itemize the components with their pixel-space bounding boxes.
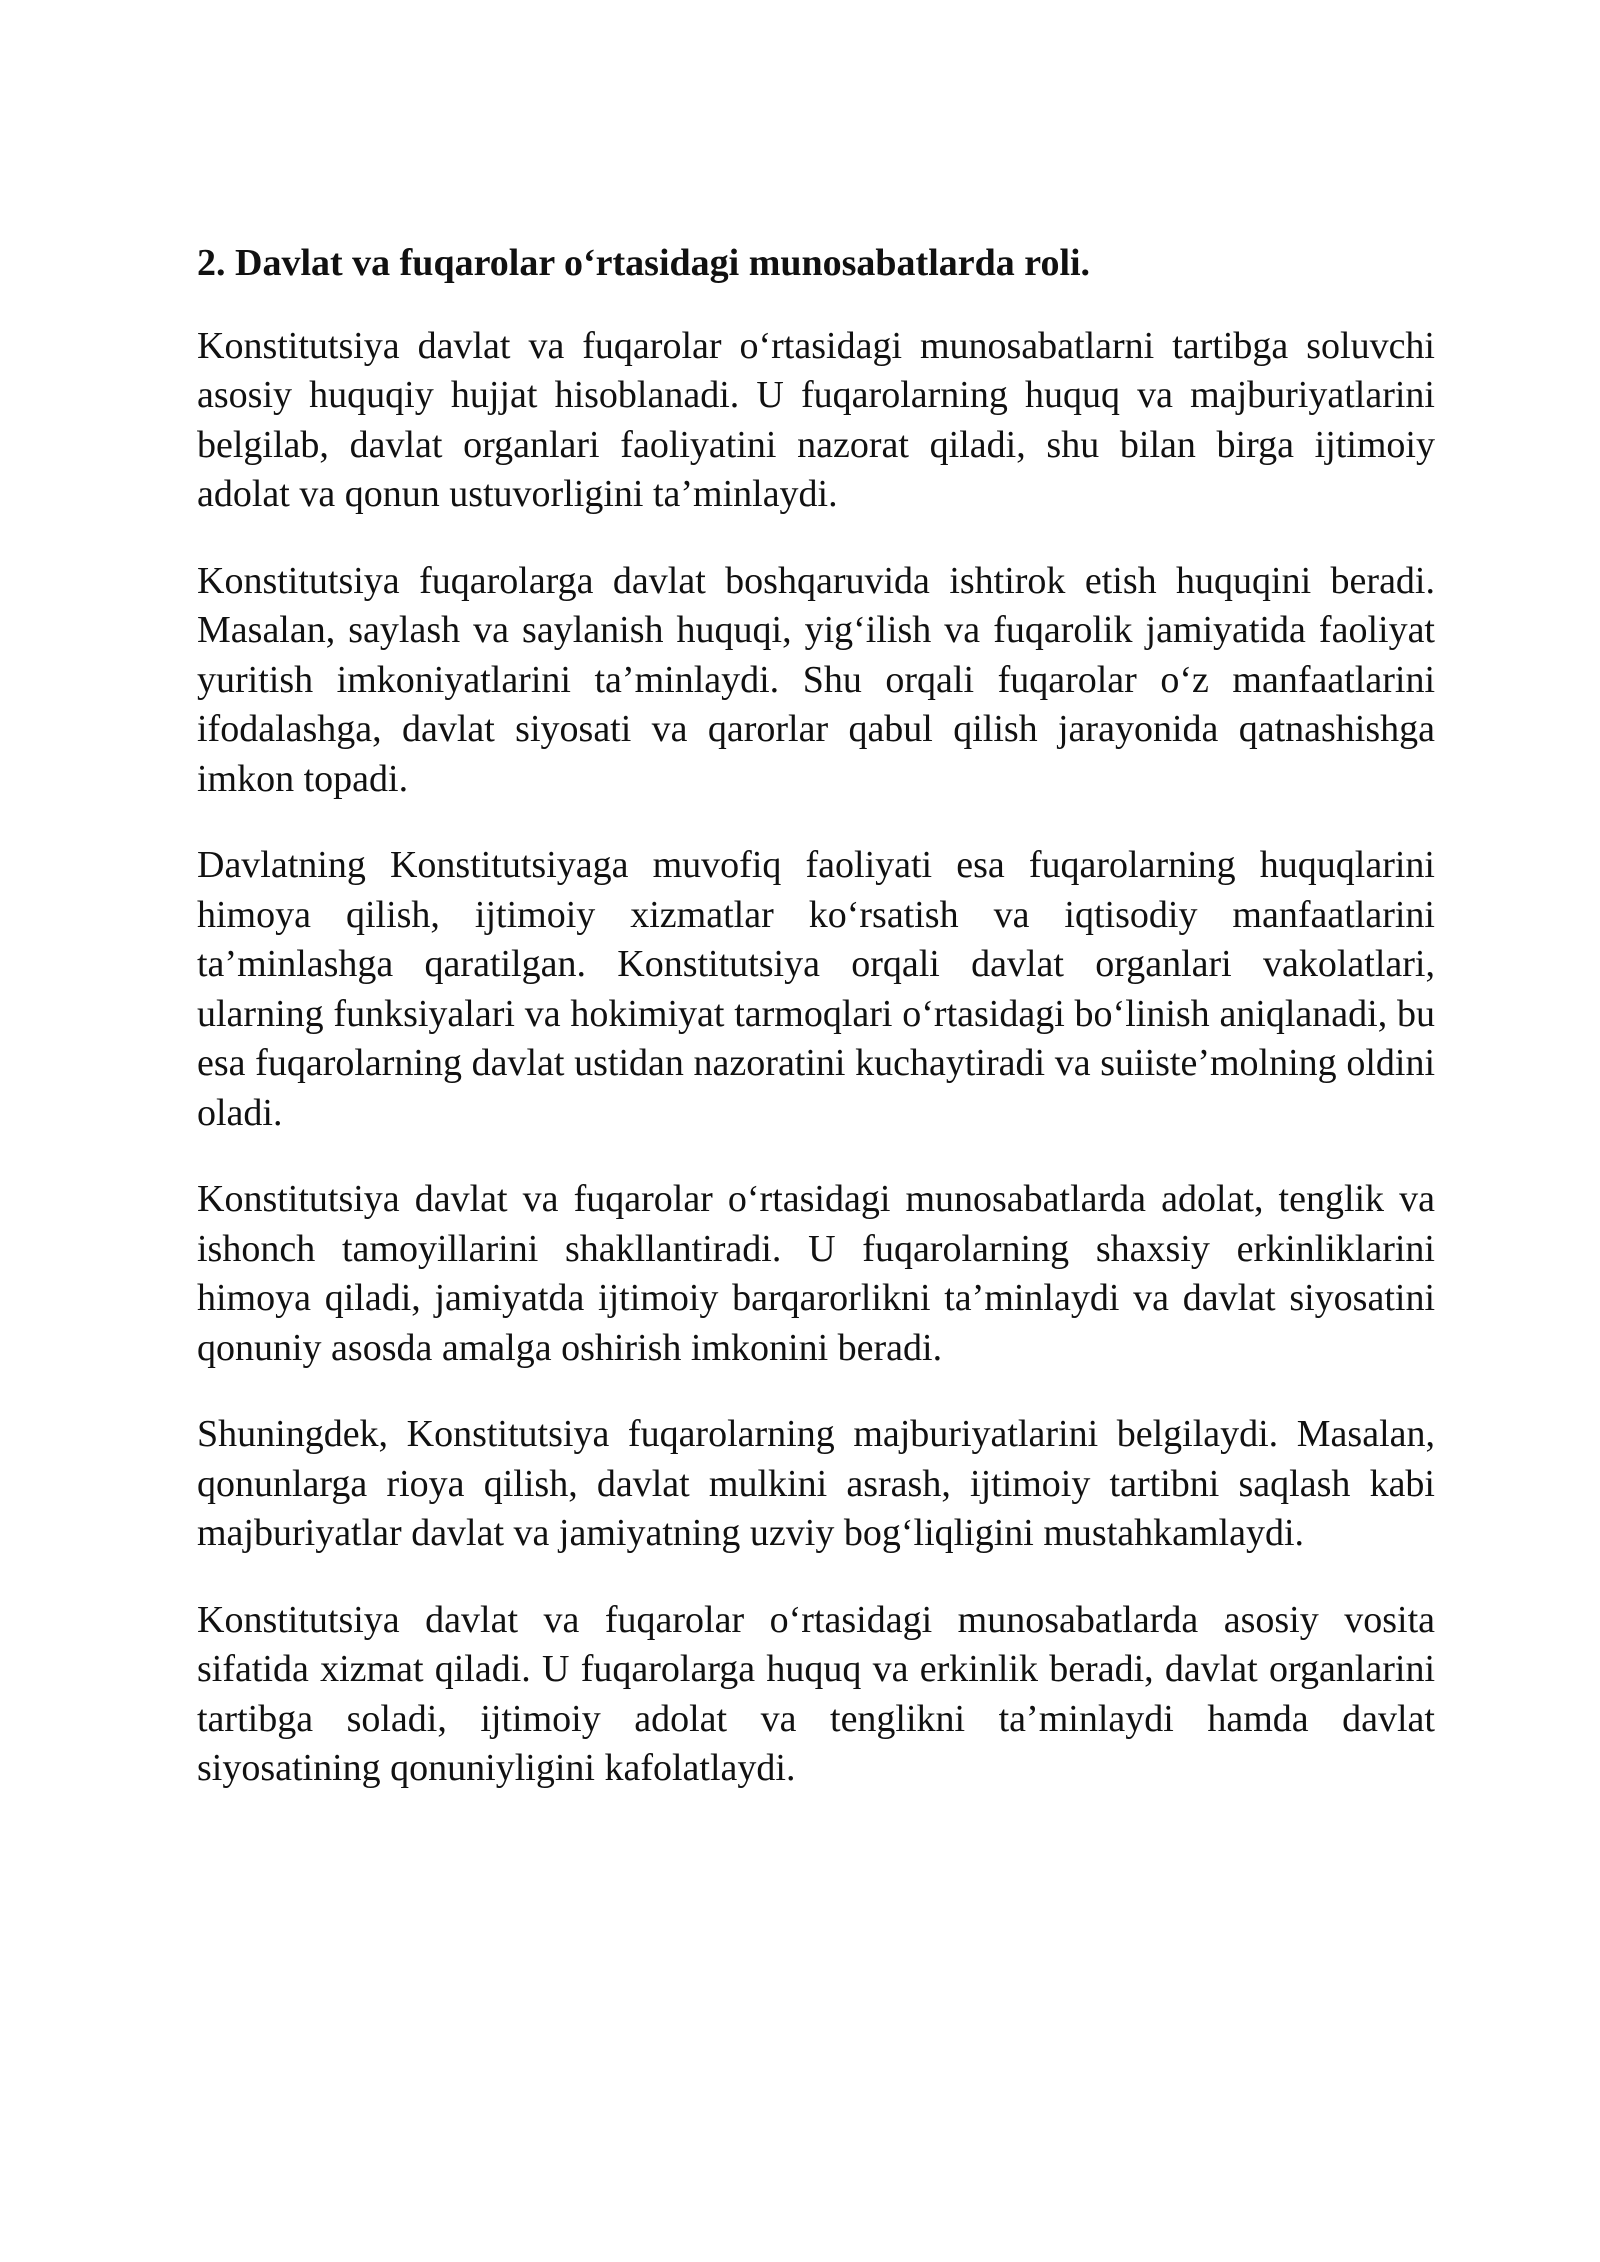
paragraph-3: Davlatning Konstitutsiyaga muvofiq faoliyati esa fuqarolarning huquqlarini himoya qilish, ijtimoiy xizmatlar ko‘rsatish va iqtisodiy manfaatlarini ta’minlashga qaratilgan. Konstitutsiya orqali davlat organlari vakolatlari, ularning funksiyalari va hokimiyat tarmoqlari o‘rtasidagi bo‘linish aniqlanadi, bu esa fuqarolarning davlat ustidan nazoratini kuchaytiradi va suiiste’molning oldini oladi. bbox=[197, 844, 1435, 1134]
paragraph-2: Konstitutsiya fuqarolarga davlat boshqaruvida ishtirok etish huquqini beradi. Masalan, saylash va saylanish huquqi, yig‘ilish va fuqarolik jamiyatida faoliyat yuritish imkoniyatlarini ta’minlaydi. Shu orqali fuqarolar o‘z manfaatlarini ifodalashga, davlat siyosati va qarorlar qabul qilish jarayonida qatnashishga imkon topadi. bbox=[197, 559, 1435, 800]
document-body bbox=[197, 239, 1435, 1794]
paragraph-6: Konstitutsiya davlat va fuqarolar o‘rtasidagi munosabatlarda asosiy vosita sifatida xizmat qiladi. U fuqarolarga huquq va erkinlik beradi, davlat organlarini tartibga soladi, ijtimoiy adolat va tenglikni ta’minlaydi hamda davlat siyosatining qonuniyligini kafolatlaydi. bbox=[197, 1598, 1435, 1789]
paragraph-1: Konstitutsiya davlat va fuqarolar o‘rtasidagi munosabatlarni tartibga soluvchi asosiy huquqiy hujjat hisoblanadi. U fuqarolarning huquq va majburiyatlarini belgilab, davlat organlari faoliyatini nazorat qiladi, shu bilan birga ijtimoiy adolat va qonun ustuvorligini ta’minlaydi. bbox=[197, 324, 1435, 515]
paragraph-5: Shuningdek, Konstitutsiya fuqarolarning majburiyatlarini belgilaydi. Masalan, qonunlarga rioya qilish, davlat mulkini asrash, ijtimoiy tartibni saqlash kabi majburiyatlar davlat va jamiyatning uzviy bog‘liqligini mustahkamlaydi. bbox=[197, 1413, 1435, 1554]
paragraph-4: Konstitutsiya davlat va fuqarolar o‘rtasidagi munosabatlarda adolat, tenglik va ishonch tamoyillarini shakllantiradi. U fuqarolarning shaxsiy erkinliklarini himoya qiladi, jamiyatda ijtimoiy barqarorlikni ta’minlaydi va davlat siyosatini qonuniy asosda amalga oshirish imkonini beradi. bbox=[197, 1178, 1435, 1369]
section-heading: 2. Davlat va fuqarolar o‘rtasidagi munosabatlarda roli. bbox=[197, 242, 1091, 284]
